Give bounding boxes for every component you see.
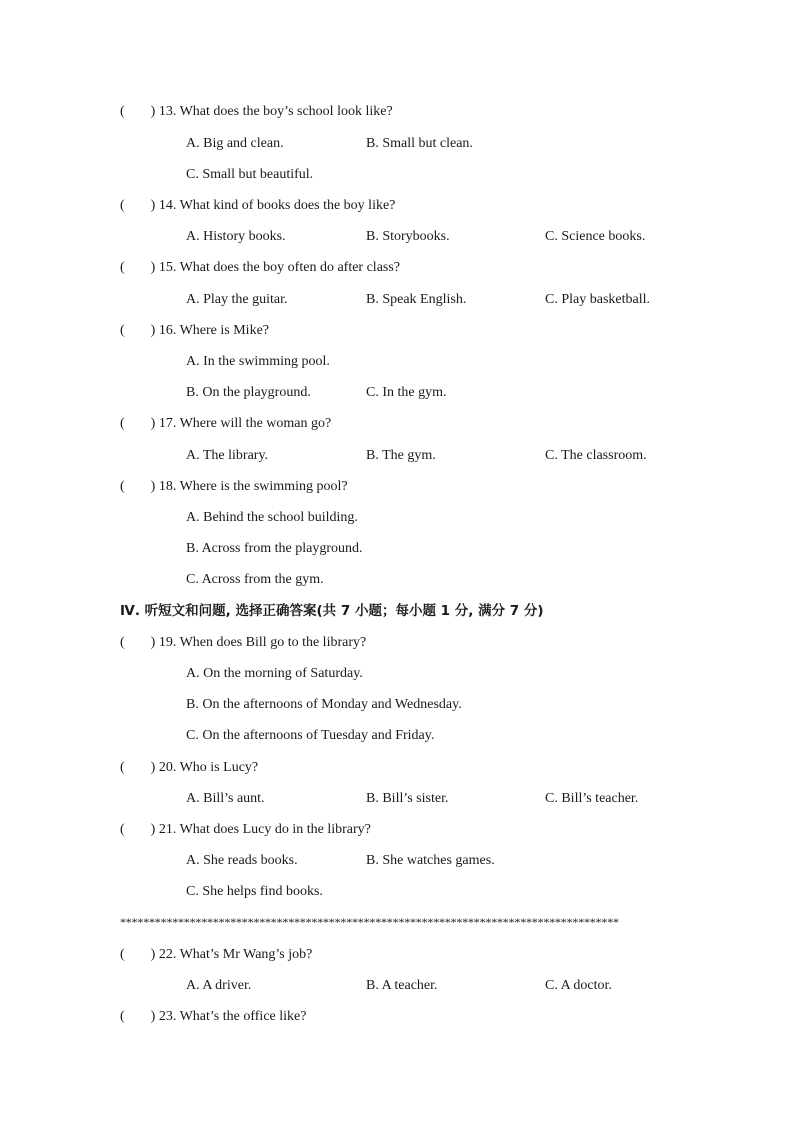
question-number: 15 bbox=[158, 260, 173, 275]
answer-paren-open: ( bbox=[120, 416, 125, 431]
question-text: Where is Mike? bbox=[179, 323, 270, 338]
option-b: B. The gym. bbox=[366, 448, 436, 463]
question-14: ( ) 14. What kind of books does the boy like? bbox=[120, 198, 396, 213]
question-number: 20 bbox=[158, 760, 173, 775]
question-text: What does the boy often do after class? bbox=[179, 260, 401, 275]
option-a: A. Bill’s aunt. bbox=[186, 791, 265, 806]
answer-paren-open: ( bbox=[120, 323, 125, 338]
question-text: What’s Mr Wang’s job? bbox=[179, 947, 313, 962]
option-a: A. On the morning of Saturday. bbox=[186, 666, 363, 681]
option-a: A. A driver. bbox=[186, 978, 252, 993]
answer-paren-close: ) bbox=[150, 479, 156, 494]
question-23: ( ) 23. What’s the office like? bbox=[120, 1009, 307, 1024]
option-a: A. Big and clean. bbox=[186, 136, 284, 151]
option-a: A. Play the guitar. bbox=[186, 292, 288, 307]
option-b: B. Speak English. bbox=[366, 292, 467, 307]
answer-paren-open: ( bbox=[120, 760, 125, 775]
option-a: A. In the swimming pool. bbox=[186, 354, 330, 369]
section-iv-heading: Ⅳ. 听短文和问题, 选择正确答案(共 7 小题；每小题 1 分, 满分 7 分) bbox=[120, 603, 544, 619]
option-b: B. She watches games. bbox=[366, 853, 495, 868]
question-18: ( ) 18. Where is the swimming pool? bbox=[120, 479, 348, 494]
question-13: ( ) 13. What does the boy’s school look like? bbox=[120, 104, 393, 119]
option-c: C. She helps find books. bbox=[186, 884, 323, 899]
question-number: 13 bbox=[158, 104, 173, 119]
answer-paren-close: ) bbox=[150, 822, 156, 837]
question-number: 18 bbox=[158, 479, 173, 494]
option-c: C. Across from the gym. bbox=[186, 572, 324, 587]
option-c: C. In the gym. bbox=[366, 385, 447, 400]
separator-line: ************************************************************************************** bbox=[120, 915, 619, 929]
question-number: 14 bbox=[158, 198, 173, 213]
question-text: What does Lucy do in the library? bbox=[179, 822, 371, 837]
answer-paren-open: ( bbox=[120, 635, 125, 650]
option-a: A. History books. bbox=[186, 229, 286, 244]
option-b: B. Storybooks. bbox=[366, 229, 450, 244]
question-15: ( ) 15. What does the boy often do after class? bbox=[120, 260, 401, 275]
question-16: ( ) 16. Where is Mike? bbox=[120, 323, 270, 338]
question-19: ( ) 19. When does Bill go to the library? bbox=[120, 635, 367, 650]
question-number: 19 bbox=[158, 635, 173, 650]
answer-paren-close: ) bbox=[150, 198, 156, 213]
option-b: B. On the playground. bbox=[186, 385, 311, 400]
question-number: 21 bbox=[158, 822, 173, 837]
answer-paren-open: ( bbox=[120, 479, 125, 494]
question-text: Where is the swimming pool? bbox=[179, 479, 348, 494]
option-a: A. The library. bbox=[186, 448, 269, 463]
option-b: B. Small but clean. bbox=[366, 136, 473, 151]
answer-paren-close: ) bbox=[150, 1009, 156, 1024]
answer-paren-close: ) bbox=[150, 260, 156, 275]
answer-paren-close: ) bbox=[150, 635, 156, 650]
question-17: ( ) 17. Where will the woman go? bbox=[120, 416, 332, 431]
question-number: 16 bbox=[158, 323, 173, 338]
question-text: Where will the woman go? bbox=[179, 416, 332, 431]
option-c: C. The classroom. bbox=[545, 448, 647, 463]
option-c: C. Play basketball. bbox=[545, 292, 650, 307]
question-text: Who is Lucy? bbox=[179, 760, 259, 775]
question-21: ( ) 21. What does Lucy do in the library? bbox=[120, 822, 371, 837]
option-a: A. Behind the school building. bbox=[186, 510, 358, 525]
question-text: What does the boy’s school look like? bbox=[179, 104, 393, 119]
option-b: B. A teacher. bbox=[366, 978, 438, 993]
question-number: 23 bbox=[158, 1009, 173, 1024]
question-number: 22 bbox=[158, 947, 173, 962]
question-text: What kind of books does the boy like? bbox=[179, 198, 396, 213]
answer-paren-open: ( bbox=[120, 822, 125, 837]
answer-paren-open: ( bbox=[120, 1009, 125, 1024]
answer-paren-close: ) bbox=[150, 947, 156, 962]
answer-paren-open: ( bbox=[120, 947, 125, 962]
option-c: C. Bill’s teacher. bbox=[545, 791, 639, 806]
option-b: B. Across from the playground. bbox=[186, 541, 363, 556]
answer-paren-open: ( bbox=[120, 260, 125, 275]
answer-paren-close: ) bbox=[150, 760, 156, 775]
option-a: A. She reads books. bbox=[186, 853, 298, 868]
option-c: C. Science books. bbox=[545, 229, 646, 244]
option-c: C. Small but beautiful. bbox=[186, 167, 314, 182]
answer-paren-open: ( bbox=[120, 104, 125, 119]
option-b: B. Bill’s sister. bbox=[366, 791, 449, 806]
question-text: When does Bill go to the library? bbox=[179, 635, 367, 650]
answer-paren-close: ) bbox=[150, 104, 156, 119]
answer-paren-open: ( bbox=[120, 198, 125, 213]
question-number: 17 bbox=[158, 416, 173, 431]
option-c: C. On the afternoons of Tuesday and Friday. bbox=[186, 728, 435, 743]
question-20: ( ) 20. Who is Lucy? bbox=[120, 760, 259, 775]
answer-paren-close: ) bbox=[150, 323, 156, 338]
question-text: What’s the office like? bbox=[179, 1009, 307, 1024]
answer-paren-close: ) bbox=[150, 416, 156, 431]
option-c: C. A doctor. bbox=[545, 978, 612, 993]
option-b: B. On the afternoons of Monday and Wednesday. bbox=[186, 697, 462, 712]
question-22: ( ) 22. What’s Mr Wang’s job? bbox=[120, 947, 313, 962]
